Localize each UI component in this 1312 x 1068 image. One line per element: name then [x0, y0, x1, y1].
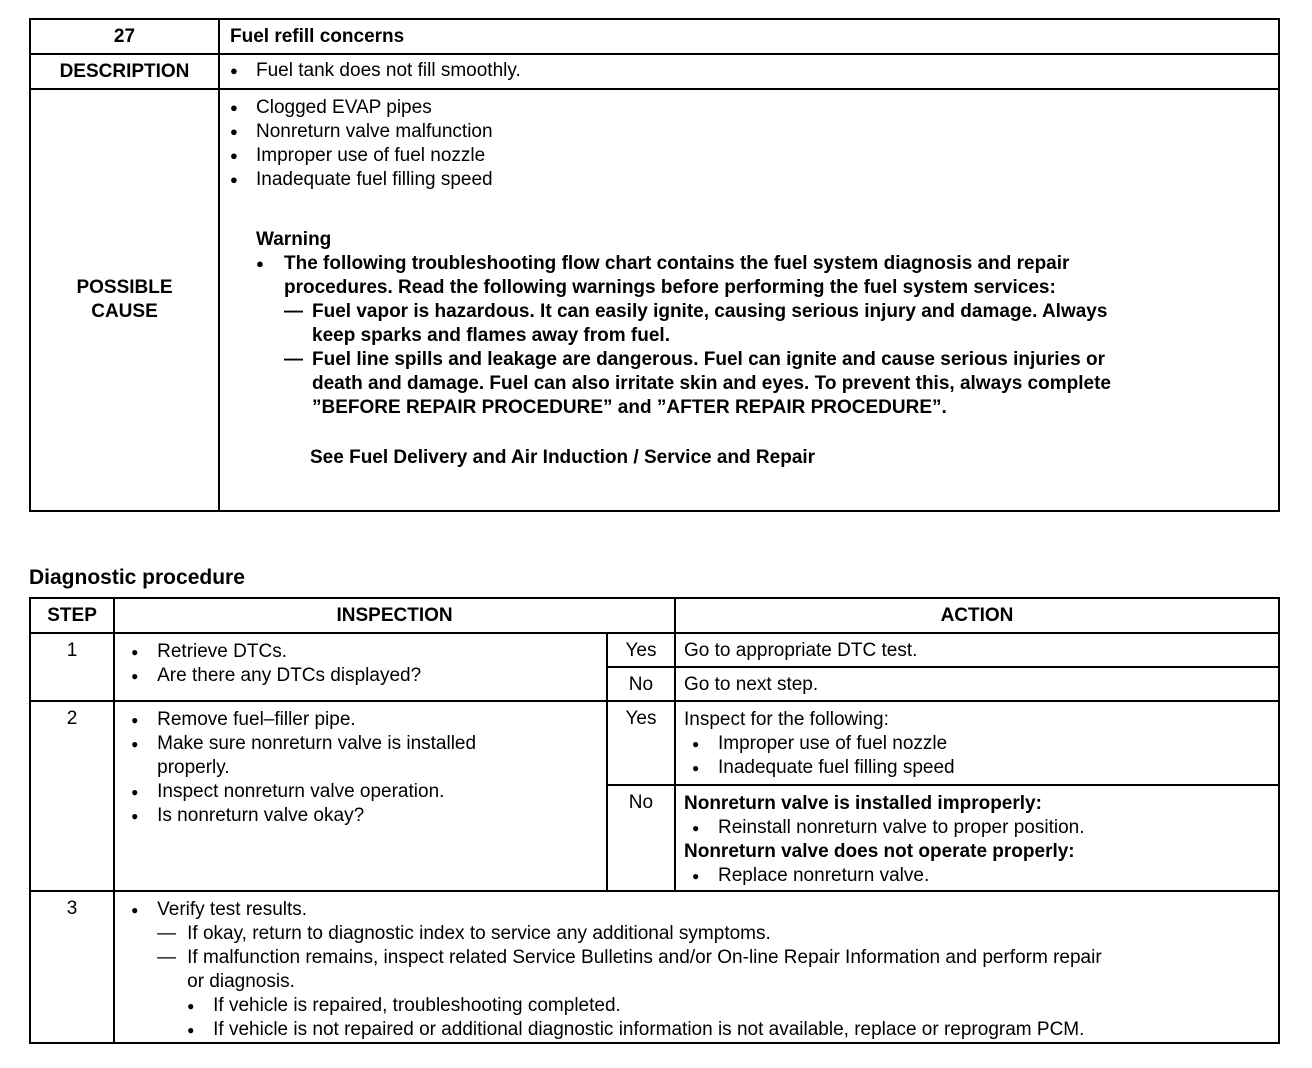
header-inspection: INSPECTION: [114, 598, 675, 633]
step-2-no-action: [675, 785, 1279, 891]
warning-intro-line1: ● The following troubleshooting flow chart contains the fuel system diagnosis and repair: [284, 253, 1070, 274]
warning-dash-1: [284, 300, 1268, 348]
step-1-no-action: Go to next step.: [675, 667, 1279, 701]
symptom-header-row: [30, 19, 1279, 54]
diagnostic-table: [29, 597, 1280, 1044]
inspection-item: ● Retrieve DTCs.: [131, 640, 596, 664]
step-2-inspection: [114, 701, 607, 891]
step-3-content: [114, 891, 1279, 1043]
warning-intro: [256, 252, 1268, 420]
possible-cause-cell: [219, 89, 1279, 511]
result-dash: [131, 946, 1268, 994]
cause-item: ● Inadequate fuel filling speed: [230, 168, 1268, 192]
possible-cause-label: [30, 89, 219, 511]
description-row: [30, 54, 1279, 89]
inspection-item-line2: properly.: [157, 757, 230, 778]
action-heading: Nonreturn valve is installed improperly:: [684, 793, 1042, 814]
cause-item: ● Clogged EVAP pipes: [230, 96, 1268, 120]
inspection-item: ● Is nonreturn valve okay?: [131, 804, 596, 828]
description-item: ● Fuel tank does not fill smoothly.: [230, 59, 1278, 83]
action-item: ● Improper use of fuel nozzle: [692, 732, 1270, 756]
inspection-item: ● Are there any DTCs displayed?: [131, 664, 596, 688]
diagnostic-header-row: [30, 598, 1279, 633]
warning-dash-2-line2: death and damage. Fuel can also irritate skin and eyes. To prevent this, always complete: [312, 373, 1111, 394]
yes-label: Yes: [607, 633, 675, 667]
warning-dash-1-line1: — Fuel vapor is hazardous. It can easily ignite, causing serious injury and damage. Always: [312, 301, 1108, 322]
inspection-item: ● Inspect nonreturn valve operation.: [131, 780, 596, 804]
step-3-row: [30, 891, 1279, 1043]
see-also-reference: See Fuel Delivery and Air Induction / Service and Repair: [310, 447, 816, 468]
symptom-table: [29, 18, 1280, 512]
step-number: 1: [30, 633, 114, 701]
action-heading: Nonreturn valve does not operate properly:: [684, 841, 1075, 862]
inspection-item: [131, 732, 596, 780]
no-label: No: [607, 785, 675, 891]
possible-cause-label-line1: POSSIBLE: [76, 277, 173, 298]
possible-cause-label-line2: CAUSE: [91, 301, 158, 322]
step-number: 2: [30, 701, 114, 891]
warning-intro-line2: procedures. Read the following warnings before performing the fuel system services:: [284, 277, 1056, 298]
action-item: ● Reinstall nonreturn valve to proper position.: [692, 816, 1270, 840]
step-2-yes-action: [675, 701, 1279, 785]
cause-item: ● Nonreturn valve malfunction: [230, 120, 1268, 144]
action-item: ● Replace nonreturn valve.: [692, 864, 1270, 888]
result-sub-item: ● If vehicle is repaired, troubleshooting completed.: [131, 994, 1268, 1018]
inspection-item-line1: ● Make sure nonreturn valve is installed: [157, 733, 477, 754]
header-action: ACTION: [675, 598, 1279, 633]
warning-dash-2-line3: ”BEFORE REPAIR PROCEDURE” and ”AFTER REPAIR PROCEDURE”.: [312, 397, 947, 418]
diagnostic-procedure-heading: Diagnostic procedure: [29, 566, 245, 589]
inspection-item: ● Verify test results.: [131, 898, 1268, 922]
symptom-number: 27: [30, 19, 219, 54]
inspection-item: ● Remove fuel–filler pipe.: [131, 708, 596, 732]
step-2-yes-row: [30, 701, 1279, 785]
result-sub-item: ● If vehicle is not repaired or additional diagnostic information is not available, replace or reprogram PCM.: [131, 1018, 1268, 1042]
warning-dash-2-line1: — Fuel line spills and leakage are dangerous. Fuel can ignite and cause serious injuries or: [312, 349, 1105, 370]
yes-label: Yes: [607, 701, 675, 785]
result-dash-line2: or diagnosis.: [187, 971, 295, 992]
step-1-inspection: [114, 633, 607, 701]
cause-item: ● Improper use of fuel nozzle: [230, 144, 1268, 168]
warning-block: [230, 228, 1268, 470]
symptom-title: Fuel refill concerns: [219, 19, 1279, 54]
action-item: ● Inadequate fuel filling speed: [692, 756, 1270, 780]
possible-cause-row: [30, 89, 1279, 511]
step-1-yes-action: Go to appropriate DTC test.: [675, 633, 1279, 667]
step-1-yes-row: [30, 633, 1279, 667]
description-label: DESCRIPTION: [30, 54, 219, 89]
warning-dash-2: [284, 348, 1268, 420]
action-intro: Inspect for the following:: [684, 709, 889, 730]
warning-dash-1-line2: keep sparks and flames away from fuel.: [312, 325, 670, 346]
result-dash: — If okay, return to diagnostic index to service any additional symptoms.: [131, 922, 1268, 946]
header-step: STEP: [30, 598, 114, 633]
no-label: No: [607, 667, 675, 701]
step-number: 3: [30, 891, 114, 1043]
result-dash-line1: — If malfunction remains, inspect related Service Bulletins and/or On-line Repair Information and perform repair: [187, 947, 1102, 968]
warning-title: Warning: [256, 229, 332, 250]
description-cell: [219, 54, 1279, 89]
